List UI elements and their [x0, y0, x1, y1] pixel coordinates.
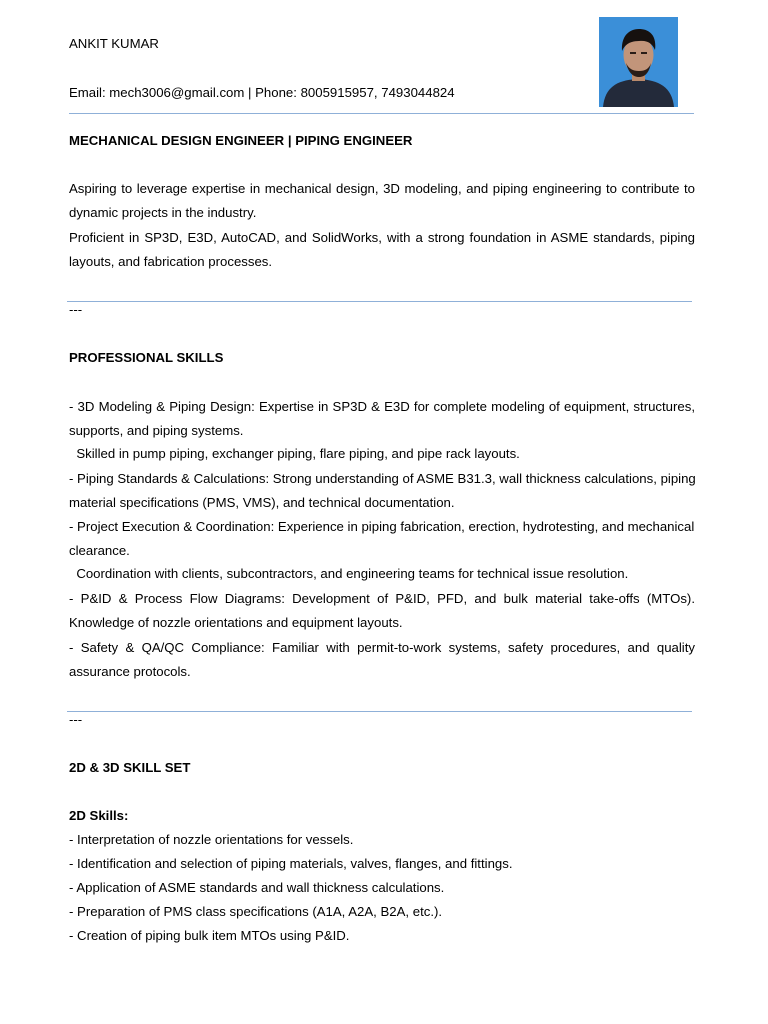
separator-text: --- — [69, 302, 83, 317]
skill-line: supports, and piping systems. — [69, 423, 244, 438]
skillset-item: - Interpretation of nozzle orientations for vessels. — [69, 832, 354, 847]
skill-line: - 3D Modeling & Piping Design: Expertise in SP3D & E3D for complete modeling of equipment, structures, — [69, 399, 695, 414]
skillset-item: - Application of ASME standards and wall thickness calculations. — [69, 880, 445, 895]
contact-info: Email: mech3006@gmail.com | Phone: 8005915957, 7493044824 — [69, 85, 455, 100]
candidate-name: ANKIT KUMAR — [69, 36, 159, 51]
skill-line: material specifications (PMS, VMS), and technical documentation. — [69, 495, 455, 510]
skillset-item: - Preparation of PMS class specifications (A1A, A2A, B2A, etc.). — [69, 904, 443, 919]
summary-line: Aspiring to leverage expertise in mechanical design, 3D modeling, and piping engineering to contribute to — [69, 181, 695, 196]
job-title: MECHANICAL DESIGN ENGINEER | PIPING ENGINEER — [69, 133, 413, 148]
skillset-heading: 2D & 3D SKILL SET — [69, 760, 191, 775]
skill-line: - Safety & QA/QC Compliance: Familiar with permit-to-work systems, safety procedures, and quality — [69, 640, 695, 655]
skill-line: Skilled in pump piping, exchanger piping, flare piping, and pipe rack layouts. — [69, 446, 520, 461]
section-divider — [67, 301, 692, 302]
skillset-subheading: 2D Skills: — [69, 808, 129, 823]
skill-line: clearance. — [69, 543, 130, 558]
skill-line: assurance protocols. — [69, 664, 191, 679]
summary-line: layouts, and fabrication processes. — [69, 254, 273, 269]
skills-heading: PROFESSIONAL SKILLS — [69, 350, 224, 365]
skillset-item: - Identification and selection of piping materials, valves, flanges, and fittings. — [69, 856, 513, 871]
skill-line: Knowledge of nozzle orientations and equipment layouts. — [69, 615, 403, 630]
summary-line: dynamic projects in the industry. — [69, 205, 257, 220]
skillset-item: - Creation of piping bulk item MTOs using P&ID. — [69, 928, 350, 943]
person-photo-icon — [599, 17, 678, 107]
separator-text: --- — [69, 712, 83, 727]
header-divider — [69, 113, 694, 114]
profile-photo — [599, 17, 678, 107]
skill-line: - Project Execution & Coordination: Experience in piping fabrication, erection, hydrotesting, and mechanical — [69, 519, 695, 534]
skill-line: Coordination with clients, subcontractors, and engineering teams for technical issue resolution. — [69, 566, 629, 581]
summary-line: Proficient in SP3D, E3D, AutoCAD, and SolidWorks, with a strong foundation in ASME standards, piping — [69, 230, 695, 245]
skill-line: - Piping Standards & Calculations: Strong understanding of ASME B31.3, wall thickness calculations, piping — [69, 471, 696, 486]
skill-line: - P&ID & Process Flow Diagrams: Development of P&ID, PFD, and bulk material take-offs (MTOs). — [69, 591, 695, 606]
section-divider — [67, 711, 692, 712]
